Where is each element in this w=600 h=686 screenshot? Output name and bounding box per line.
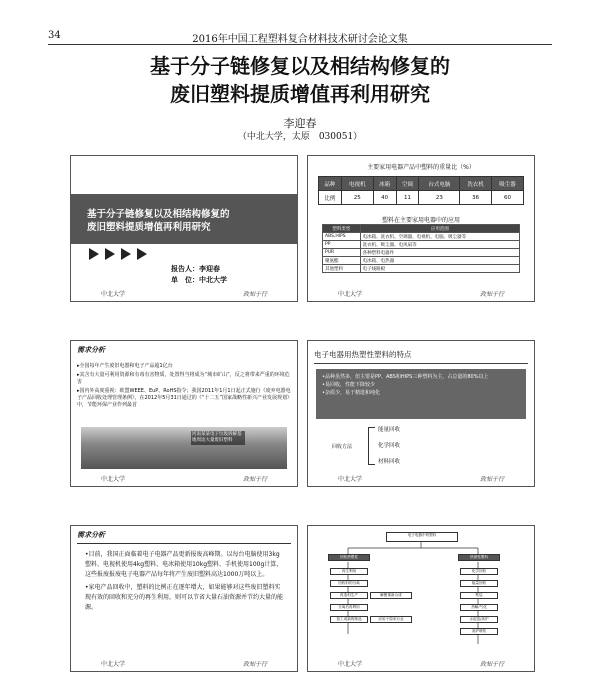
flow-node: 分离后再利用	[330, 604, 368, 611]
table-header-row	[319, 177, 524, 191]
landfill-photo	[81, 427, 287, 469]
chevron-arrows	[89, 248, 153, 260]
flow-node: 焚烧	[460, 592, 498, 599]
list-item: ▸ 其含有大量可利用资源和有毒有害物质，处置得当将成为“城市矿山”，反之将带来严重的环境危害	[77, 372, 291, 386]
unit: 单 位：中北大学	[171, 276, 227, 284]
flow-node: 化学回收	[460, 568, 498, 575]
table-row	[323, 265, 520, 273]
slide-1	[70, 155, 298, 302]
table-cell: 冰箱	[373, 177, 396, 191]
list-item: • 品种虽然多，但主要是PP、ABS和HIPS三种塑料为主，占总量的80%以上	[322, 373, 520, 381]
footer-left: 中北大学	[101, 476, 126, 483]
flow-node: 高炉喷吹	[460, 628, 498, 635]
flow-node: 加工成新的制品	[330, 616, 368, 623]
flow-node: 应用于原来行业	[370, 616, 412, 623]
table-cell: 40	[373, 191, 396, 205]
table-cell: 洗衣机	[460, 177, 492, 191]
list-item: • 易回收，性能下降较少	[322, 381, 520, 389]
flow-node: 回收热塑性	[328, 554, 370, 561]
section-heading: 需求分析	[77, 346, 105, 354]
footer-right: 致知于行	[242, 476, 267, 483]
divider	[77, 543, 291, 544]
list-item: • 目前，我国正面临着电子电器产品更新报废高峰期。以每台电脑使用3kg塑料、电视机使用4kg塑料、电冰箱使用10kg塑料、手机使用100g计算，这些报废报废电子电器产品每年将产生废旧塑料高达1000万吨以上。	[85, 550, 283, 580]
bracket	[368, 427, 375, 465]
slide-heading: 电子电器用热塑性塑料的特点	[314, 350, 412, 359]
table-2-caption: 塑料在主要家用电器中的应用	[381, 217, 460, 224]
title-line-1: 基于分子链修复以及相结构修复的	[150, 54, 450, 78]
slide-footer	[308, 474, 534, 483]
table-cell: 电冰箱、电热器	[360, 257, 519, 265]
table-cell: 应用范围	[360, 225, 519, 233]
slide-title	[87, 208, 230, 234]
table-cell: 洗衣机、吸尘器、电风扇等	[360, 241, 519, 249]
photo-caption: 河南某某电子垃圾拆解基地周边大量废旧塑料	[191, 431, 245, 445]
table-cell: 电子线路板	[360, 265, 519, 273]
slide-title-line-1: 基于分子链修复以及相结构修复的	[87, 209, 230, 220]
footer-right: 致知于行	[479, 291, 504, 298]
footer-right: 致知于行	[479, 661, 504, 668]
table-cell: 聚氨酯	[323, 257, 361, 265]
slide-footer	[308, 289, 534, 298]
table-cell: PUR	[323, 249, 361, 257]
flow-node: 再生利用	[330, 568, 368, 575]
flow-node: 回收料的分离	[330, 580, 368, 587]
slide-4	[307, 340, 535, 487]
divider	[314, 363, 528, 364]
slide-3	[70, 340, 298, 487]
journal-title: 2016年中国工程塑料复合材料技术研讨会论文集	[192, 34, 408, 45]
table-row	[319, 191, 524, 205]
branch-item: 能量回收	[378, 427, 401, 433]
table-cell: 塑料类型	[323, 225, 361, 233]
table-cell: PP	[323, 241, 361, 249]
table-cell: 各种塑料电器件	[360, 249, 519, 257]
table-cell: 空调	[396, 177, 419, 191]
slide-footer	[71, 659, 297, 668]
list-item: • 杂质少，易于精选和纯化	[322, 389, 520, 397]
footer-left: 中北大学	[338, 291, 363, 298]
table-header-row	[323, 225, 520, 233]
flow-node: 再造料生产	[330, 592, 368, 599]
chevron-icon	[121, 248, 131, 260]
footer-left: 中北大学	[101, 291, 126, 298]
slide-footer	[308, 659, 534, 668]
title-line-2: 废旧塑料提质增值再利用研究	[170, 82, 430, 106]
weight-ratio-table	[318, 176, 524, 205]
chevron-icon	[89, 248, 99, 260]
table-cell: 36	[460, 191, 492, 205]
table-cell: 品种	[319, 177, 342, 191]
reporter-block	[171, 264, 227, 286]
affiliation: （中北大学，太原 030051）	[237, 132, 363, 142]
flow-root: 电子电器中的塑料	[386, 532, 458, 542]
flow-node: 能量回收	[460, 580, 498, 587]
bullet-list	[316, 369, 526, 401]
slide-title-line-2: 废旧塑料提质增值再利用研究	[87, 222, 211, 233]
branch-item: 化学回收	[378, 443, 401, 449]
list-item: ▸ 国内外高度重视：欧盟WEEE、EuP、RoHS指令；我国2011年1月1日起正式施行《废弃电器电子产品回收处理管理条例》，在2012年5月31日通过的《“十二五”国家战略性新兴产业发展规划》中，节能环保产业作列最首	[77, 388, 291, 409]
branch-item: 材料回收	[378, 459, 401, 465]
flow-node: 热解/气化	[460, 604, 498, 611]
table-cell: 11	[396, 191, 419, 205]
chevron-icon	[137, 248, 147, 260]
slide-6	[307, 525, 535, 672]
application-table	[322, 224, 520, 273]
branch-label: 回收方法	[332, 444, 353, 450]
table-row	[323, 233, 520, 241]
slide-footer	[71, 474, 297, 483]
slide-footer	[71, 289, 297, 298]
paper-title	[0, 52, 600, 108]
footer-right: 致知于行	[479, 476, 504, 483]
list-item: • 家电产品回收中，塑料的比例正在逐年增大，如果能够对这些废旧塑料实现有效的回收和充分的再生利用，则可以节省大量石油资源并节约大量的能源。	[85, 583, 283, 613]
slide-5	[70, 525, 298, 672]
flow-node: 水泥窑/高炉	[460, 616, 498, 623]
table-cell: 23	[419, 191, 460, 205]
author: 李迎春	[283, 117, 317, 130]
table-cell: 比例	[319, 191, 342, 205]
table-cell: 其他塑料	[323, 265, 361, 273]
table-cell: 25	[341, 191, 373, 205]
table-cell: 电视机	[341, 177, 373, 191]
chevron-icon	[105, 248, 115, 260]
page-number: 34	[48, 30, 61, 41]
footer-left: 中北大学	[338, 476, 363, 483]
list-item: ▸ 全国每年产生废旧电器和电子产品超1亿台	[77, 363, 291, 370]
bullet-list	[85, 550, 283, 616]
table-cell: ABS,HIPS	[323, 233, 361, 241]
flow-node: 热固性塑料	[458, 554, 500, 561]
table-cell: 电冰箱、洗衣机、空调器、电视机、电脑、吸尘器等	[360, 233, 519, 241]
features-box	[316, 369, 526, 419]
table-cell: 吸尘器	[492, 177, 524, 191]
section-heading: 需求分析	[77, 531, 105, 539]
table-row	[323, 257, 520, 265]
footer-left: 中北大学	[338, 661, 363, 668]
table-row	[323, 249, 520, 257]
table-cell: 60	[492, 191, 524, 205]
flow-node: 解聚重新合成	[370, 592, 412, 599]
reporter: 报告人：李迎春	[171, 265, 220, 273]
running-header	[48, 30, 552, 45]
table-1-caption: 主要家用电器产品中塑料的重量比（%）	[367, 164, 475, 171]
footer-left: 中北大学	[101, 661, 126, 668]
table-cell: 台式电脑	[419, 177, 460, 191]
table-row	[323, 241, 520, 249]
footer-right: 致知于行	[242, 291, 267, 298]
slide-2	[307, 155, 535, 302]
footer-right: 致知于行	[242, 661, 267, 668]
bullet-list	[77, 363, 291, 411]
